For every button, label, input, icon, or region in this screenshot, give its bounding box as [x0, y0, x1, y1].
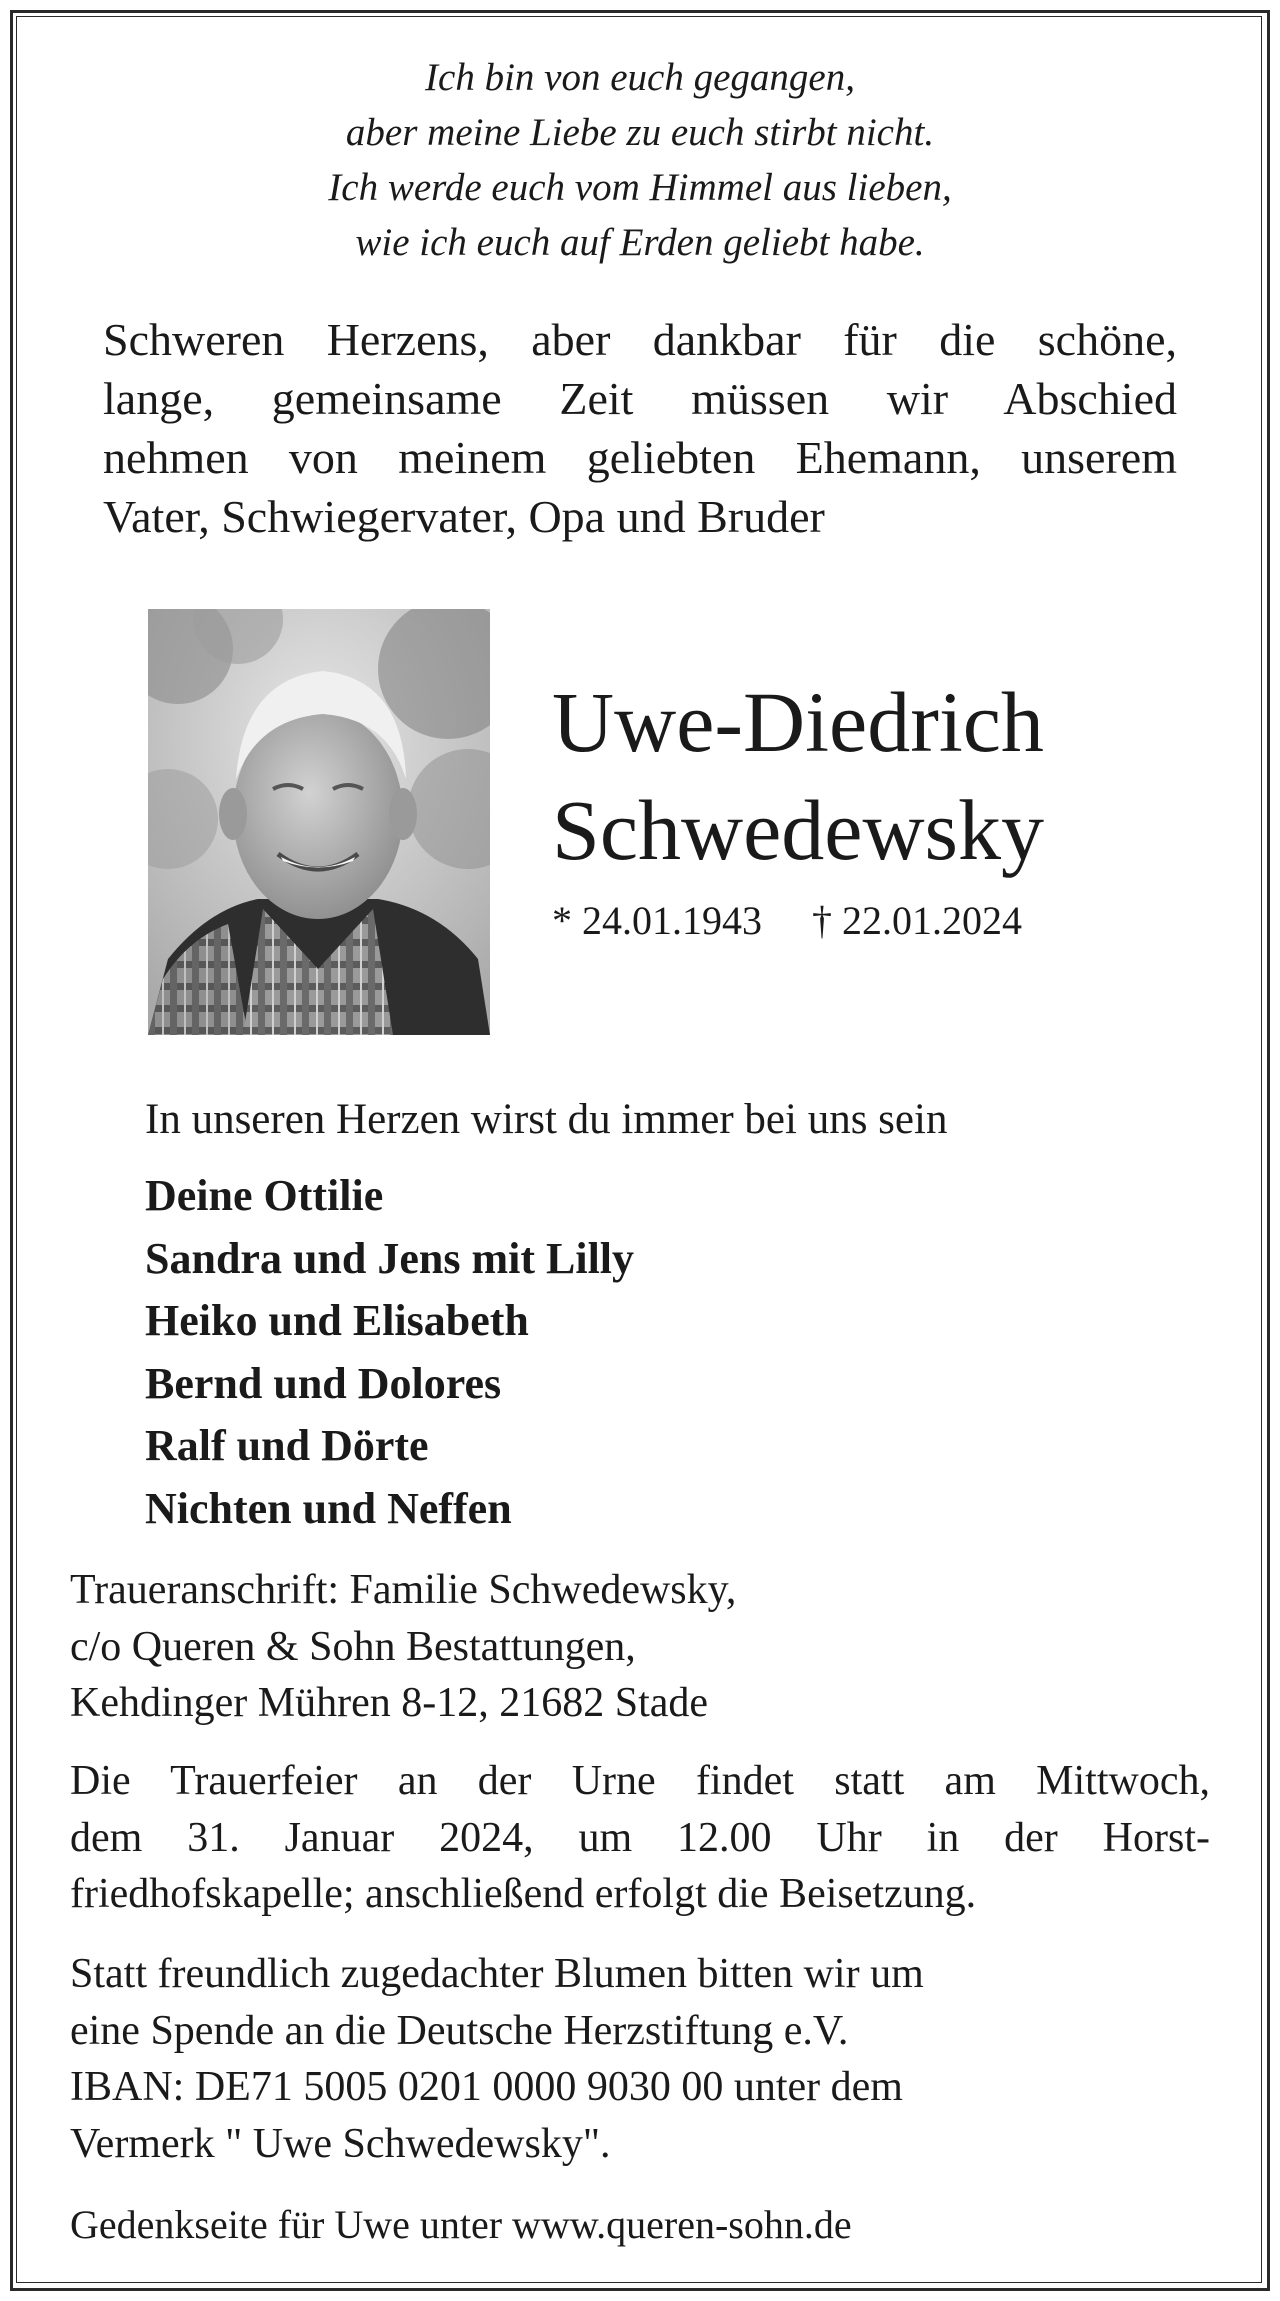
donation-line: Statt freundlich zugedachter Blumen bitten wir um	[70, 1951, 924, 1997]
intro-line: nehmen von meinem geliebten Ehemann, unserem	[103, 432, 1177, 483]
ceremony-line: dem 31. Januar 2024, um 12.00 Uhr in der Horst-	[70, 1814, 1210, 1861]
ceremony-notice	[70, 1753, 1210, 1923]
poem-line: Ich werde euch vom Himmel aus lieben,	[328, 166, 952, 209]
intro-line: Schweren Herzens, aber dankbar für die schöne,	[103, 314, 1177, 365]
poem-line: Ich bin von euch gegangen,	[425, 56, 855, 99]
mourner: Nichten und Neffen	[145, 1483, 512, 1533]
tagline: In unseren Herzen wirst du immer bei uns sein	[145, 1096, 948, 1143]
address-line: Traueranschrift: Familie Schwedewsky,	[70, 1567, 737, 1613]
poem	[0, 50, 1280, 270]
birth-date: * 24.01.1943	[552, 898, 762, 943]
address-line: Kehdinger Mühren 8-12, 21682 Stade	[70, 1680, 709, 1726]
mourner: Bernd und Dolores	[145, 1358, 502, 1408]
deceased-last-name: Schwedewsky	[552, 782, 1045, 878]
portrait-photo	[148, 609, 490, 1035]
life-dates	[552, 897, 1022, 945]
mourner: Deine Ottilie	[145, 1171, 384, 1220]
memorial-page-link: Gedenkseite für Uwe unter www.queren-sohn.de	[70, 2202, 852, 2247]
donation-notice	[70, 1946, 1210, 2172]
donation-line: IBAN: DE71 5005 0201 0000 9030 00 unter dem	[70, 2064, 903, 2110]
mourner: Sandra und Jens mit Lilly	[145, 1233, 635, 1283]
poem-line: aber meine Liebe zu euch stirbt nicht.	[345, 111, 935, 154]
ceremony-line: Die Trauerfeier an der Urne findet statt am Mittwoch,	[70, 1758, 1210, 1804]
death-date: † 22.01.2024	[812, 898, 1022, 943]
intro-line: Vater, Schwiegervater, Opa und Bruder	[103, 491, 825, 542]
donation-line: eine Spende an die Deutsche Herzstiftung e.V.	[70, 2007, 849, 2054]
mourner: Heiko und Elisabeth	[145, 1296, 529, 1345]
deceased-first-name: Uwe-Diedrich	[552, 674, 1044, 770]
mourner: Ralf und Dörte	[145, 1421, 429, 1470]
donation-line: Vermerk " Uwe Schwedewsky".	[70, 2120, 611, 2167]
mourners-list	[145, 1165, 634, 1540]
intro-line: lange, gemeinsame Zeit müssen wir Abschied	[103, 373, 1177, 424]
ceremony-line: friedhofskapelle; anschließend erfolgt die Beisetzung.	[70, 1871, 977, 1917]
deceased-name	[552, 668, 1044, 884]
poem-line: wie ich euch auf Erden geliebt habe.	[355, 221, 925, 264]
intro-text	[103, 310, 1177, 546]
mourning-address	[70, 1562, 1210, 1732]
address-line: c/o Queren & Sohn Bestattungen,	[70, 1623, 636, 1670]
